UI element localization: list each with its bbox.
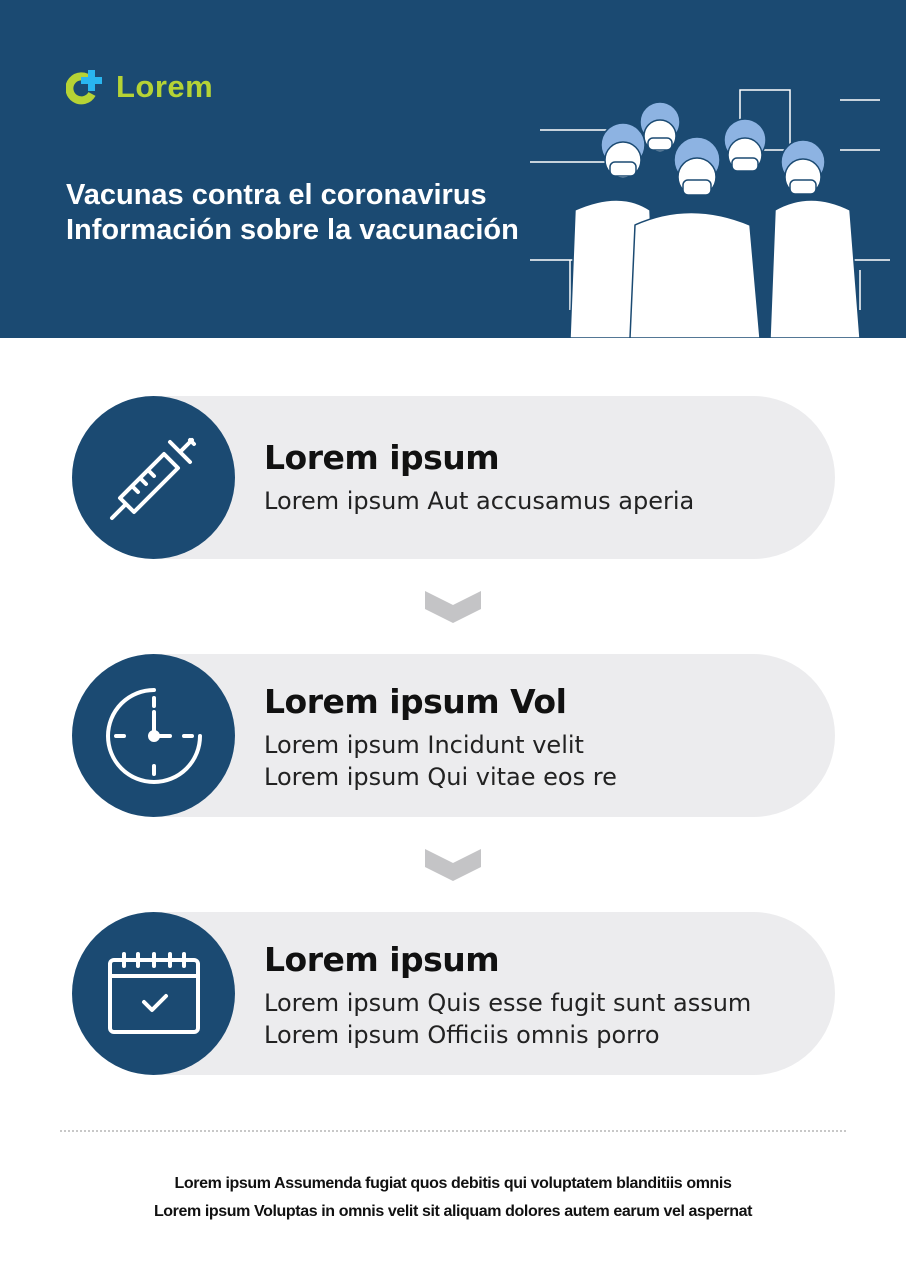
icon-circle xyxy=(72,654,235,817)
footer-text xyxy=(0,1170,906,1226)
clock-icon xyxy=(104,686,204,786)
step-description xyxy=(264,729,617,793)
medical-team-illustration xyxy=(520,70,900,338)
step-card-time xyxy=(72,654,835,817)
step-description xyxy=(264,987,751,1051)
footer-line-2: Lorem ipsum Voluptas in omnis velit sit aliquam dolores autem earum vel aspernat xyxy=(153,1203,753,1220)
footer-line-1: Lorem ipsum Assumenda fugiat quos debitis qui voluptatem blanditiis omnis xyxy=(174,1175,732,1192)
title-line-2: Información sobre la vacunación xyxy=(66,214,519,246)
chevron-down-icon xyxy=(425,591,481,623)
medical-plus-logo-icon xyxy=(66,68,106,106)
step-line: Lorem ipsum Quis esse fugit sunt assum xyxy=(264,989,752,1017)
icon-circle xyxy=(72,912,235,1075)
header-banner xyxy=(0,0,906,338)
calendar-check-icon xyxy=(106,952,202,1036)
brand-name: Lorem xyxy=(116,69,214,104)
logo xyxy=(66,68,213,106)
step-title: Lorem ipsum xyxy=(264,940,500,979)
step-card-calendar xyxy=(72,912,835,1075)
step-title: Lorem ipsum xyxy=(264,438,500,477)
syringe-icon xyxy=(108,432,200,524)
step-line: Lorem ipsum Incidunt velit xyxy=(264,731,584,759)
step-description xyxy=(264,485,694,517)
step-title: Lorem ipsum Vol xyxy=(264,682,567,721)
step-card-vaccine xyxy=(72,396,835,559)
step-line: Lorem ipsum Aut accusamus aperia xyxy=(264,487,695,515)
dotted-divider xyxy=(60,1130,846,1132)
step-line: Lorem ipsum Officiis omnis porro xyxy=(264,1021,660,1049)
step-line: Lorem ipsum Qui vitae eos re xyxy=(264,763,617,791)
icon-circle xyxy=(72,396,235,559)
page-title xyxy=(66,178,519,248)
chevron-down-icon xyxy=(425,849,481,881)
title-line-1: Vacunas contra el coronavirus xyxy=(66,179,487,211)
